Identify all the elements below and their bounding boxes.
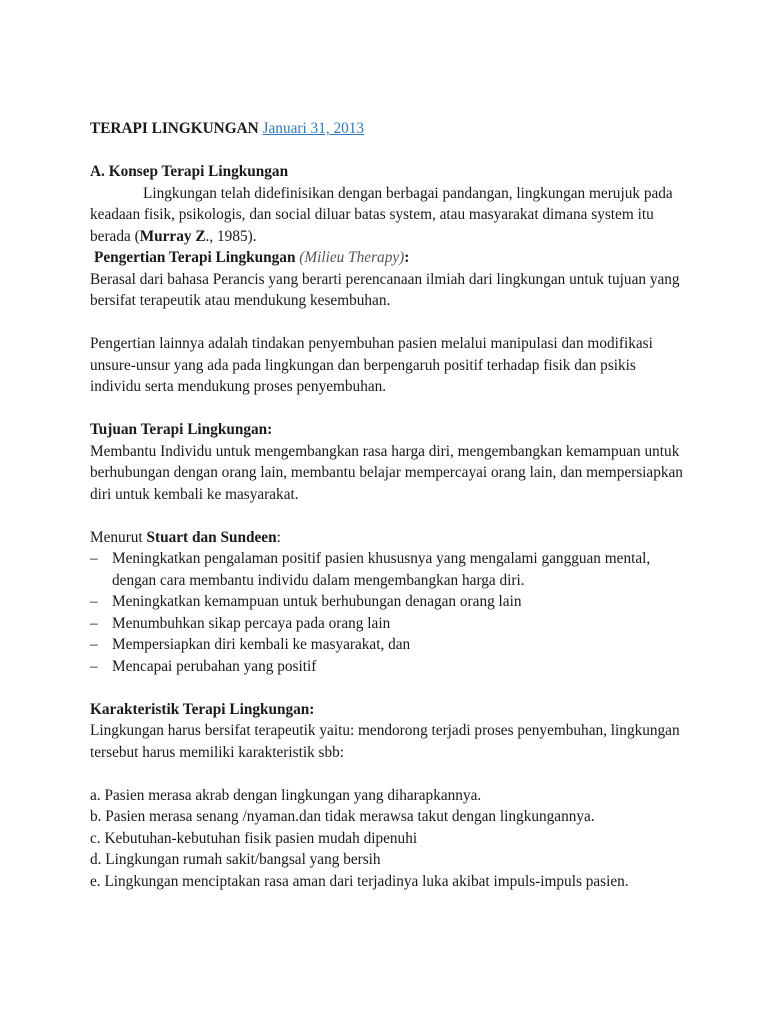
- pengertian-alt-name: (Milieu Therapy): [299, 249, 405, 266]
- dash-bullet: –: [90, 614, 98, 632]
- dash-bullet: –: [90, 657, 98, 675]
- list-item-text: Meningkatkan pengalaman positif pasien khususnya yang mengalami gangguan mental, dengan cara membantu individu dalam mengembangkan harga diri.: [112, 550, 651, 589]
- list-item: a. Pasien merasa akrab dengan lingkungan yang diharapkannya.: [90, 786, 482, 804]
- menurut-line: [90, 527, 690, 549]
- document-title-line: [90, 118, 690, 140]
- list-item: c. Kebutuhan-kebutuhan fisik pasien mudah dipenuhi: [90, 829, 418, 847]
- tujuan-heading: Tujuan Terapi Lingkungan:: [90, 421, 273, 438]
- list-item-text: Mempersiapkan diri kembali ke masyarakat, dan: [112, 636, 411, 653]
- menurut-authors: Stuart dan Sundeen: [146, 528, 277, 546]
- pengertian-colon: :: [404, 249, 410, 266]
- pengertian-heading-line: [90, 247, 690, 269]
- list-item: [90, 613, 690, 635]
- list-item: [90, 591, 690, 613]
- dash-bullet: –: [90, 593, 98, 610]
- dash-bullet: –: [90, 550, 98, 567]
- intro-text-end: ., 1985).: [205, 227, 257, 245]
- list-item-text: Menumbuhkan sikap percaya pada orang lain: [112, 614, 391, 632]
- list-item: [90, 548, 690, 591]
- dash-bullet: –: [90, 636, 98, 653]
- intro-text: Lingkungan telah didefinisikan dengan berbagai pandangan, lingkungan merujuk pada keadaan fisik, psikologis, dan social diluar batas system, atau masyarakat dimana system itu berada (: [90, 184, 673, 245]
- intro-paragraph: [90, 183, 690, 248]
- list-item: b. Pasien merasa senang /nyaman.dan tidak merawsa takut dengan lingkungannya.: [90, 808, 595, 825]
- document-page: [90, 118, 690, 892]
- list-item-text: Meningkatkan kemampuan untuk berhubungan denagan orang lain: [112, 593, 522, 610]
- section-a-heading: A. Konsep Terapi Lingkungan: [90, 163, 289, 180]
- menurut-prefix: Menurut: [90, 528, 147, 546]
- pengertian-lain-text: Pengertian lainnya adalah tindakan penyembuhan pasien melalui manipulasi dan modifikasi unsure-unsur yang ada pada lingkungan dan berpengaruh positif terhadap fisik dan psikis individu serta mendukung proses penyembuhan.: [90, 335, 653, 395]
- list-item: [90, 634, 690, 656]
- pengertian-text: Berasal dari bahasa Perancis yang berarti perencanaan ilmiah dari lingkungan untuk tujuan yang bersifat terapeutik atau mendukung kesembuhan.: [90, 270, 680, 309]
- karakteristik-text: Lingkungan harus bersifat terapeutik yaitu: mendorong terjadi proses penyembuhan, lingkungan tersebut harus memiliki karakteristik sbb:: [90, 722, 680, 761]
- post-date-link[interactable]: Januari 31, 2013: [262, 120, 365, 137]
- document-title: TERAPI LINGKUNGAN: [90, 120, 259, 137]
- intro-author: Murray Z: [139, 227, 206, 245]
- list-item: [90, 656, 690, 678]
- list-item: d. Lingkungan rumah sakit/bangsal yang bersih: [90, 851, 381, 868]
- list-item: e. Lingkungan menciptakan rasa aman dari terjadinya luka akibat impuls-impuls pasien.: [90, 872, 629, 890]
- tujuan-text: Membantu Individu untuk mengembangkan rasa harga diri, mengembangkan kemampuan untuk berhubungan dengan orang lain, membantu belajar mempercayai orang lain, dan mempersiapkan diri untuk kembali ke masyarakat.: [90, 442, 683, 503]
- list-item-text: Mencapai perubahan yang positif: [112, 657, 317, 675]
- karakteristik-heading: Karakteristik Terapi Lingkungan:: [90, 700, 315, 718]
- pengertian-heading: Pengertian Terapi Lingkungan: [94, 249, 296, 266]
- menurut-colon: :: [276, 528, 281, 546]
